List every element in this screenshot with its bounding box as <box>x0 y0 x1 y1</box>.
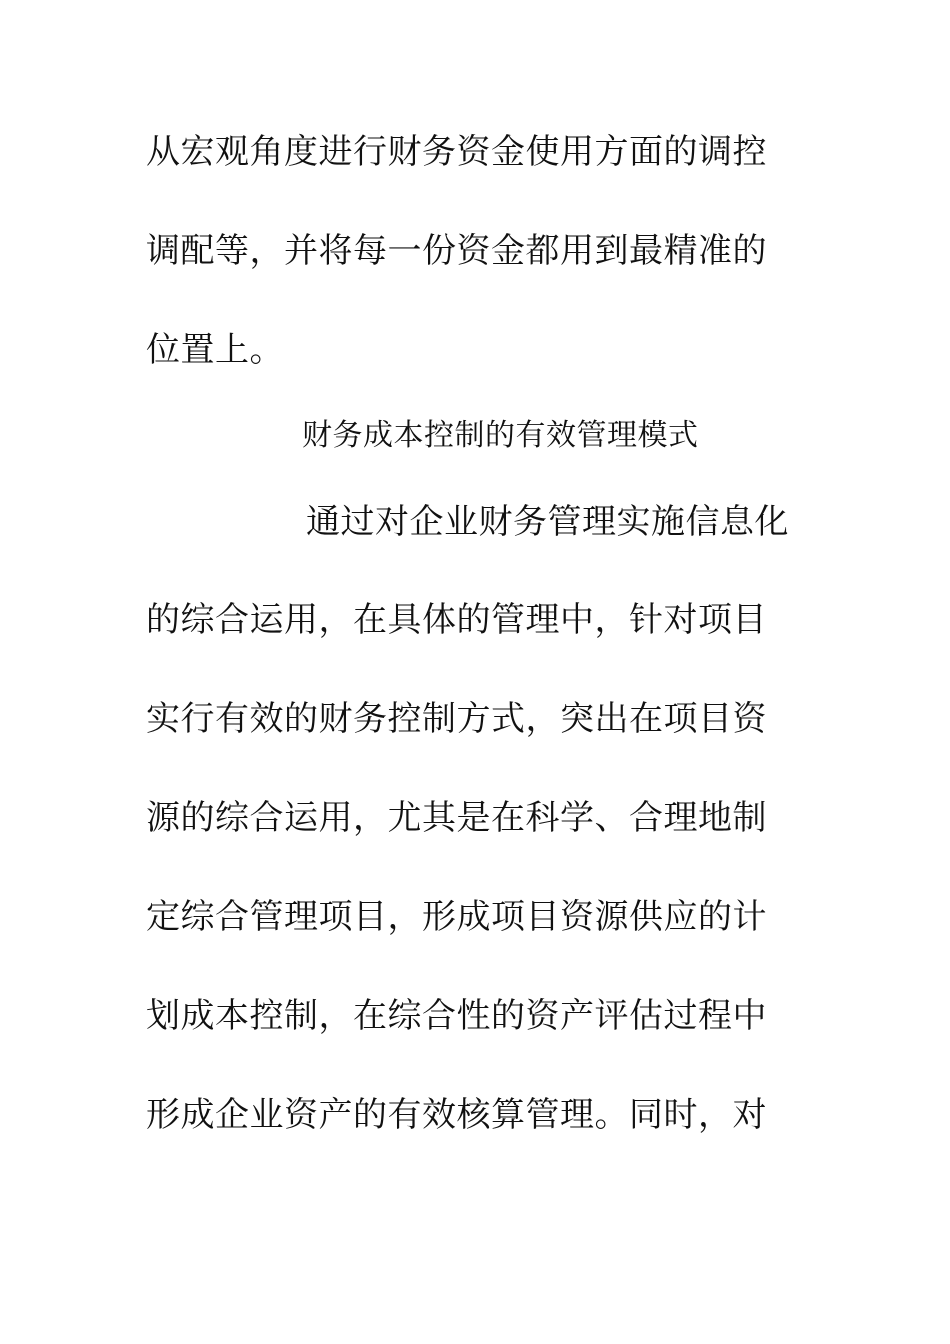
paragraph-line: 定综合管理项目，形成项目资源供应的计 <box>146 897 767 937</box>
section-heading: 财务成本控制的有效管理模式 <box>302 418 699 453</box>
paragraph-line: 从宏观角度进行财务资金使用方面的调控 <box>146 132 767 172</box>
paragraph-line: 位置上。 <box>146 330 284 370</box>
paragraph-line: 调配等，并将每一份资金都用到最精准的 <box>146 231 767 271</box>
paragraph-line: 源的综合运用，尤其是在科学、合理地制 <box>146 798 767 838</box>
paragraph-line: 的综合运用，在具体的管理中，针对项目 <box>146 600 767 640</box>
paragraph-line: 实行有效的财务控制方式，突出在项目资 <box>146 699 767 739</box>
paragraph-line: 形成企业资产的有效核算管理。同时，对 <box>146 1095 767 1135</box>
paragraph-line: 通过对企业财务管理实施信息化 <box>306 502 789 542</box>
paragraph-line: 划成本控制，在综合性的资产评估过程中 <box>146 996 767 1036</box>
